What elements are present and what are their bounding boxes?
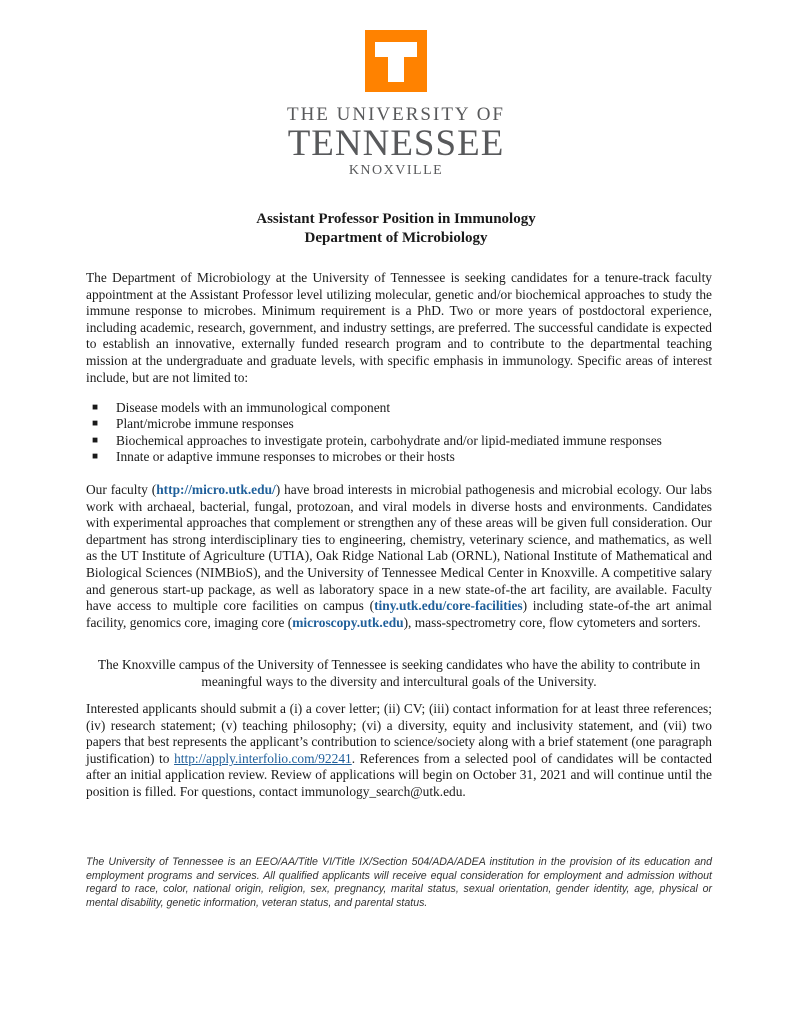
- bullet-icon: ■: [92, 434, 99, 446]
- faculty-paragraph: [86, 482, 712, 631]
- text-run: ), mass-spectrometry core, flow cytometers and sorters.: [403, 614, 701, 630]
- eeo-statement: The University of Tennessee is an EEO/AA/Title VI/Title IX/Section 504/ADA/ADEA institution in the provision of its education and employment programs and services. All qualified applicants will receive equal consideration for employment and admission without regard to race, color, national origin, religion, sex, pregnancy, marital status, sexual orientation, gender identity, age, physical or mental disability, genetic information, veteran status, and parental status.: [86, 856, 712, 909]
- list-item-text: Disease models with an immunological component: [116, 400, 391, 415]
- position-title: Assistant Professor Position in Immunology: [256, 211, 536, 227]
- list-item: [86, 416, 712, 432]
- text-run: ) including state-of-the art animal facility, genomics core, imaging core (: [86, 598, 713, 630]
- power-t-logo-icon: [365, 30, 427, 92]
- list-item-text: Plant/microbe immune responses: [116, 416, 294, 432]
- list-item-text: Biochemical approaches to investigate protein, carbohydrate and/or lipid-mediated immune responses: [116, 432, 662, 448]
- text-run: Our faculty (: [86, 482, 157, 497]
- bullet-icon: ■: [92, 402, 99, 413]
- university-name-line1: THE UNIVERSITY OF: [286, 104, 505, 125]
- intro-paragraph: The Department of Microbiology at the University of Tennessee is seeking candidates for a tenure-track faculty appointment at the Assistant Professor level utilizing molecular, genetic and/or biochemical approaches to study the immune response to microbes. Minimum requirement is a PhD. Two or more years of postdoctoral experience, including academic, research, government, and industry settings, are preferred. The successful candidate is expected to establish an innovative, externally funded research program and to contribute to the departmental teaching mission at the undergraduate and graduate levels, with specific emphasis in immunology. Specific areas of interest include, but are not limited to:: [86, 270, 712, 385]
- list-item: [86, 449, 712, 465]
- text-run: . References from a selected pool of candidates will be contacted after an initial application review. Review of applications will begin on October 31, 2021 and will continue until the position is filled. For questions, contact immunology_search@utk.edu.: [86, 750, 712, 799]
- list-item: [86, 400, 712, 416]
- text-run: Interested applicants should submit a (i) a cover letter; (ii) CV; (iii) contact information for at least three references; (iv) research statement; (v) teaching philosophy; (vi) a diversity, equity and inclusivity statement, and (vii) two papers that best represents the applicant’s contribution to science/society along with a brief statement (one paragraph justification) to: [86, 701, 712, 766]
- university-logo: [0, 30, 792, 180]
- interfolio-link[interactable]: http://apply.interfolio.com/92241: [174, 750, 352, 766]
- department-title: Department of Microbiology: [304, 230, 488, 246]
- bullet-icon: ■: [92, 451, 99, 463]
- list-item-text: Innate or adaptive immune responses to microbes or their hosts: [116, 449, 455, 465]
- list-item: [86, 433, 712, 449]
- position-heading: [0, 210, 792, 248]
- micro-utk-link[interactable]: http://micro.utk.edu/: [156, 482, 276, 497]
- application-paragraph: [86, 701, 712, 801]
- text-run: ) have broad interests in microbial pathogenesis and microbial ecology. Our labs work with archaeal, bacterial, fungal, protozoan, and viral models in diverse hosts and environments. Candidates with experimental approaches that complement or strengthen any of these areas will be given full consideration. Our department has strong interdisciplinary ties to engineering, chemistry, veterinary science, and mathematics, as well as the UT Institute of Agriculture (UTIA), Oak Ridge National Lab (ORNL), National Institute of Mathematical and Biological Sciences (NIMBioS), and the University of Tennessee Medical Center in Knoxville. A competitive salary and generous start-up package, as well as laboratory space in a new state-of-the art facility, are available. Faculty have access to multiple core facilities on campus (: [86, 482, 712, 614]
- university-name-line2: TENNESSEE: [287, 123, 505, 164]
- microscopy-link[interactable]: microscopy.utk.edu: [292, 614, 404, 630]
- interest-areas-list: [86, 400, 712, 466]
- core-facilities-link[interactable]: tiny.utk.edu/core-facilities: [374, 598, 523, 614]
- university-name-line3: KNOXVILLE: [348, 163, 444, 178]
- diversity-paragraph: The Knoxville campus of the University of Tennessee is seeking candidates who have the ability to contribute in meaningful ways to the diversity and intercultural goals of the University.: [97, 657, 701, 689]
- bullet-icon: ■: [92, 418, 99, 430]
